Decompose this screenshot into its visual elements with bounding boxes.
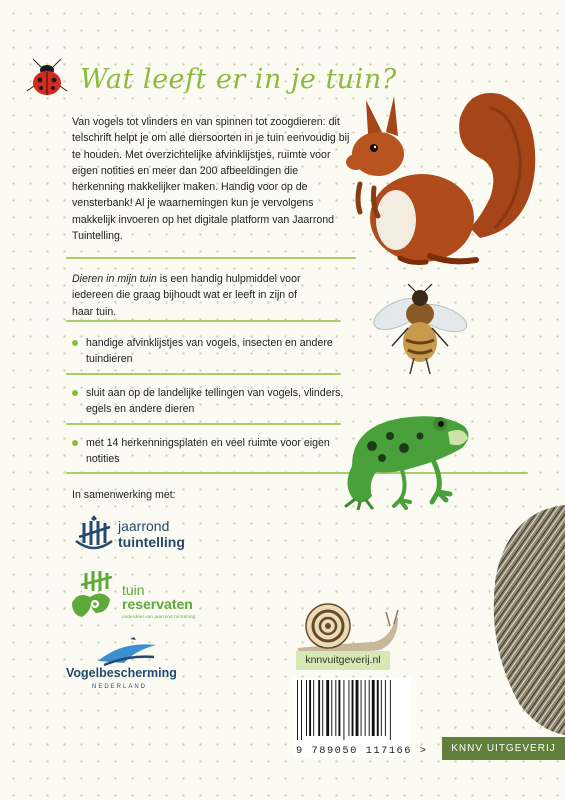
squirrel-icon (330, 88, 540, 268)
ladybug-icon (24, 56, 74, 100)
flower-icon (68, 569, 120, 623)
tally-icon (72, 513, 116, 555)
barcode-bar (369, 680, 370, 736)
bird-icon (94, 637, 164, 667)
barcode-bar (335, 680, 336, 736)
list-item-text: handige afvinklijstjes van vogels, insecten en andere tuindieren (86, 337, 333, 366)
book-title: Dieren in mijn tuin (72, 273, 157, 285)
barcode-bar (309, 680, 311, 736)
divider (66, 423, 341, 425)
barcode-bar (338, 680, 340, 736)
barcode-bar (322, 680, 323, 736)
divider (66, 320, 341, 322)
tuinreservaten-logo-line2: reservaten (122, 596, 193, 612)
list-item (72, 435, 356, 468)
barcode-bar (390, 680, 391, 740)
jaarrond-logo-line1: jaarrond (118, 518, 170, 534)
barcode-bar (306, 680, 307, 736)
frog-icon (342, 396, 476, 510)
tuinreservaten-logo (68, 569, 208, 625)
divider (66, 257, 356, 259)
list-item-text: met 14 herkenningsplaten en veel ruimte voor eigen notities (86, 437, 330, 466)
summary-text: is een handig hulpmiddel voor iedereen die graag bijhoudt wat er leeft in zijn of haar tuin. (72, 273, 301, 318)
barcode-bar (377, 680, 379, 736)
bullet-icon (72, 390, 78, 396)
bullet-icon (72, 340, 78, 346)
vogelbescherming-logo-line2: NEDERLAND (92, 684, 148, 690)
tuinreservaten-logo-line1: tuin (122, 582, 145, 598)
list-item (72, 335, 356, 368)
page-title: Wat leeft er in je tuin? (80, 64, 397, 95)
barcode-bar (372, 680, 375, 736)
barcode-bar (365, 680, 366, 736)
barcode-bars (293, 678, 411, 740)
barcode-bar (331, 680, 332, 736)
barcode-bar (361, 680, 362, 736)
jaarrond-logo-line2: tuintelling (118, 534, 185, 550)
barcode-bar (352, 680, 354, 736)
list-item-text: sluit aan op de landelijke tellingen van vogels, vlinders, egels en andere dieren (86, 387, 344, 416)
list-item (72, 385, 356, 418)
divider (66, 373, 341, 375)
hedgehog-icon (490, 505, 565, 735)
summary-paragraph (72, 271, 312, 320)
barcode-bar (301, 680, 302, 740)
snail-icon (294, 598, 404, 654)
barcode-bar (356, 680, 359, 736)
vogelbescherming-logo-line1: Vogelbescherming (66, 666, 177, 680)
bullet-icon (72, 440, 78, 446)
barcode-bar (348, 680, 349, 736)
barcode-bar (318, 680, 320, 736)
barcode-bar (313, 680, 314, 736)
bumblebee-icon (370, 284, 470, 376)
partners-label: In samenwerking met: (72, 489, 176, 501)
barcode-bar (326, 680, 329, 736)
jaarrond-tuintelling-logo (72, 513, 202, 557)
isbn-number: 9 789050 117166 > (296, 745, 428, 757)
intro-paragraph: Van vogels tot vlinders en van spinnen tot zoogdieren: dit telschrift helpt je om alle diersoorten in je tuin eenvoudig bij te houden. Met overzichtelijke afvinklijstjes, ruimte voor eigen notities en meer dan 200 afbeeldingen die herkenning makkelijker maken. Handig voor op de vensterbank! Al je waarnemingen kun je vervolgens makkelijk invoeren op het digitale platform van Jaarrond Tuintelling. (72, 116, 350, 243)
tuinreservaten-logo-subtitle: onderdeel van jaarrond tuintelling (122, 614, 196, 619)
vogelbescherming-logo (66, 637, 196, 693)
website-label: knnvuitgeverij.nl (296, 651, 390, 670)
publisher-badge: KNNV UITGEVERIJ (442, 737, 565, 760)
barcode-bar (385, 680, 386, 736)
barcode-bar (343, 680, 344, 740)
barcode-bar (381, 680, 382, 736)
barcode-bar (297, 680, 298, 740)
